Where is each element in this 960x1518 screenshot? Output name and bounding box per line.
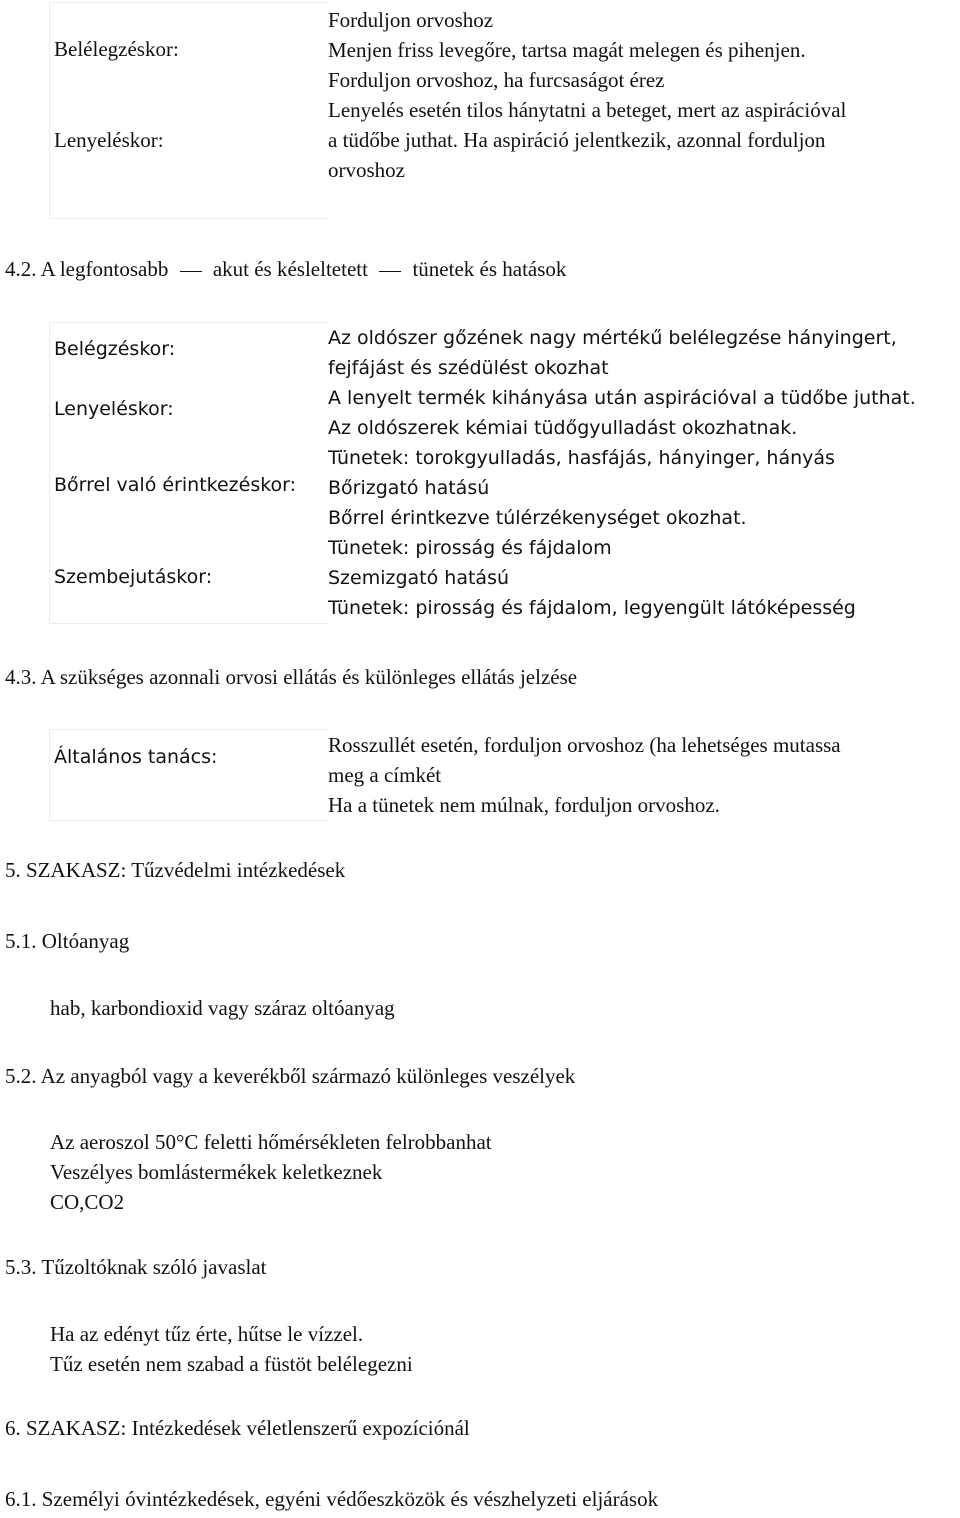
subsection-heading: 5.1. Oltóanyag bbox=[5, 929, 130, 953]
dash-icon bbox=[180, 271, 202, 272]
text-line: meg a címkét bbox=[328, 763, 442, 787]
text-line: Bőrrel érintkezve túlérzékenységet okozhat. bbox=[328, 507, 747, 529]
text-line: Az oldószerek kémiai tüdőgyulladást okozhatnak. bbox=[328, 417, 798, 439]
text-line: Tűz esetén nem szabad a füstöt belélegezni bbox=[50, 1352, 413, 1376]
text-line: Lenyelés esetén tilos hánytatni a beteget, mert az aspirációval bbox=[328, 98, 847, 122]
dash-icon bbox=[379, 271, 401, 272]
text-line: A lenyelt termék kihányása után aspirációval a tüdőbe juthat. bbox=[328, 387, 916, 409]
text-line: Szemizgató hatású bbox=[328, 567, 510, 589]
text-line: Az oldószer gőzének nagy mértékű belélegzése hányingert, bbox=[328, 327, 897, 349]
heading-part: akut és késleltetett bbox=[212, 257, 368, 281]
text-line: Forduljon orvoshoz bbox=[328, 8, 494, 32]
table-label-cell bbox=[49, 2, 328, 219]
text-line: a tüdőbe juthat. Ha aspiráció jelentkezik, azonnal forduljon bbox=[328, 128, 826, 152]
table-label: Belélegzéskor: bbox=[54, 37, 179, 61]
heading-part: tünetek és hatások bbox=[412, 257, 567, 281]
text-line: Rosszullét esetén, forduljon orvoshoz (ha lehetséges mutassa bbox=[328, 733, 841, 757]
text-line: Tünetek: pirosság és fájdalom, legyengült látóképesség bbox=[328, 597, 856, 619]
table-label: Szembejutáskor: bbox=[54, 566, 213, 588]
paragraph bbox=[50, 1319, 413, 1379]
text-line: Menjen friss levegőre, tartsa magát melegen és pihenjen. bbox=[328, 38, 806, 62]
subsection-heading: 6.1. Személyi óvintézkedések, egyéni védőeszközök és vészhelyzeti eljárások bbox=[5, 1487, 659, 1511]
table-value bbox=[328, 730, 841, 820]
table-label-cell bbox=[49, 729, 328, 821]
text-line: orvoshoz bbox=[328, 158, 405, 182]
table-label: Lenyeléskor: bbox=[54, 128, 164, 152]
text-line: Veszélyes bomlástermékek keletkeznek bbox=[50, 1160, 383, 1184]
section-heading bbox=[5, 257, 566, 282]
text-line: Tünetek: torokgyulladás, hasfájás, hányinger, hányás bbox=[328, 447, 835, 469]
table-label: Általános tanács: bbox=[54, 746, 218, 768]
text-line: fejfájást és szédülést okozhat bbox=[328, 357, 609, 379]
text-line: Tünetek: pirosság és fájdalom bbox=[328, 537, 612, 559]
section-heading: 4.3. A szükséges azonnali orvosi ellátás és különleges ellátás jelzése bbox=[5, 665, 578, 689]
table-label: Lenyeléskor: bbox=[54, 398, 174, 420]
table-label: Bőrrel való érintkezéskor: bbox=[54, 474, 297, 496]
text-line: CO,CO2 bbox=[50, 1190, 125, 1214]
table-value bbox=[328, 5, 846, 185]
text-line: Forduljon orvoshoz, ha furcsaságot érez bbox=[328, 68, 665, 92]
table-value bbox=[328, 323, 916, 623]
paragraph bbox=[50, 1127, 492, 1217]
text-line: Bőrizgató hatású bbox=[328, 477, 490, 499]
section-heading: 5. SZAKASZ: Tűzvédelmi intézkedések bbox=[5, 858, 346, 882]
paragraph: hab, karbondioxid vagy száraz oltóanyag bbox=[50, 996, 395, 1020]
text-line: Ha a tünetek nem múlnak, forduljon orvoshoz. bbox=[328, 793, 720, 817]
text-line: Ha az edényt tűz érte, hűtse le vízzel. bbox=[50, 1322, 364, 1346]
text-line: Az aeroszol 50°C feletti hőmérsékleten felrobbanhat bbox=[50, 1130, 492, 1154]
heading-part: 4.2. A legfontosabb bbox=[5, 257, 169, 281]
table-label: Belégzéskor: bbox=[54, 338, 176, 360]
subsection-heading: 5.3. Tűzoltóknak szóló javaslat bbox=[5, 1255, 267, 1279]
section-heading: 6. SZAKASZ: Intézkedések véletlenszerű expozíciónál bbox=[5, 1416, 470, 1440]
subsection-heading: 5.2. Az anyagból vagy a keverékből származó különleges veszélyek bbox=[5, 1064, 576, 1088]
